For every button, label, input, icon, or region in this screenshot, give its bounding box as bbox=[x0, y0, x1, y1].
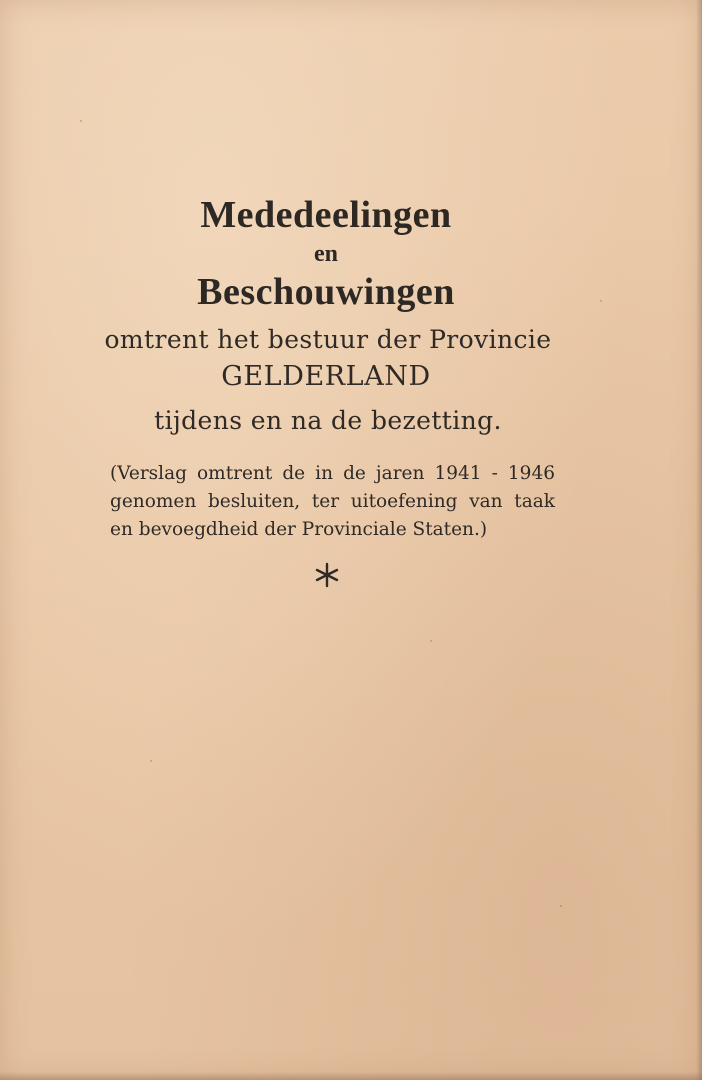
subtitle-tijdens-bezetting: tijdens en na de bezetting. bbox=[154, 406, 502, 435]
title-beschouwingen: Beschouwingen bbox=[197, 271, 455, 313]
title-connector-en: en bbox=[314, 241, 338, 267]
paper-speck bbox=[430, 640, 432, 642]
report-line-3: en bevoegdheid der Provinciale Staten.) bbox=[110, 519, 488, 540]
title-mededeelingen: Mededeelingen bbox=[200, 194, 452, 236]
paper-speck bbox=[150, 760, 152, 762]
paper-right-edge bbox=[696, 0, 702, 1080]
paper-bottom-edge bbox=[0, 1072, 702, 1080]
paper-speck bbox=[600, 300, 602, 302]
subtitle-gelderland: GELDERLAND bbox=[221, 361, 431, 392]
subtitle-bestuur-provincie: omtrent het bestuur der Provincie bbox=[104, 325, 552, 354]
asterisk-ornament-icon bbox=[312, 560, 342, 590]
report-line-2: genomen besluiten, ter uitoefening van taak bbox=[110, 491, 555, 512]
report-line-1: (Verslag omtrent de in de jaren 1941 - 1946 bbox=[110, 463, 555, 484]
paper-speck bbox=[80, 120, 82, 122]
paper-speck bbox=[560, 905, 562, 907]
